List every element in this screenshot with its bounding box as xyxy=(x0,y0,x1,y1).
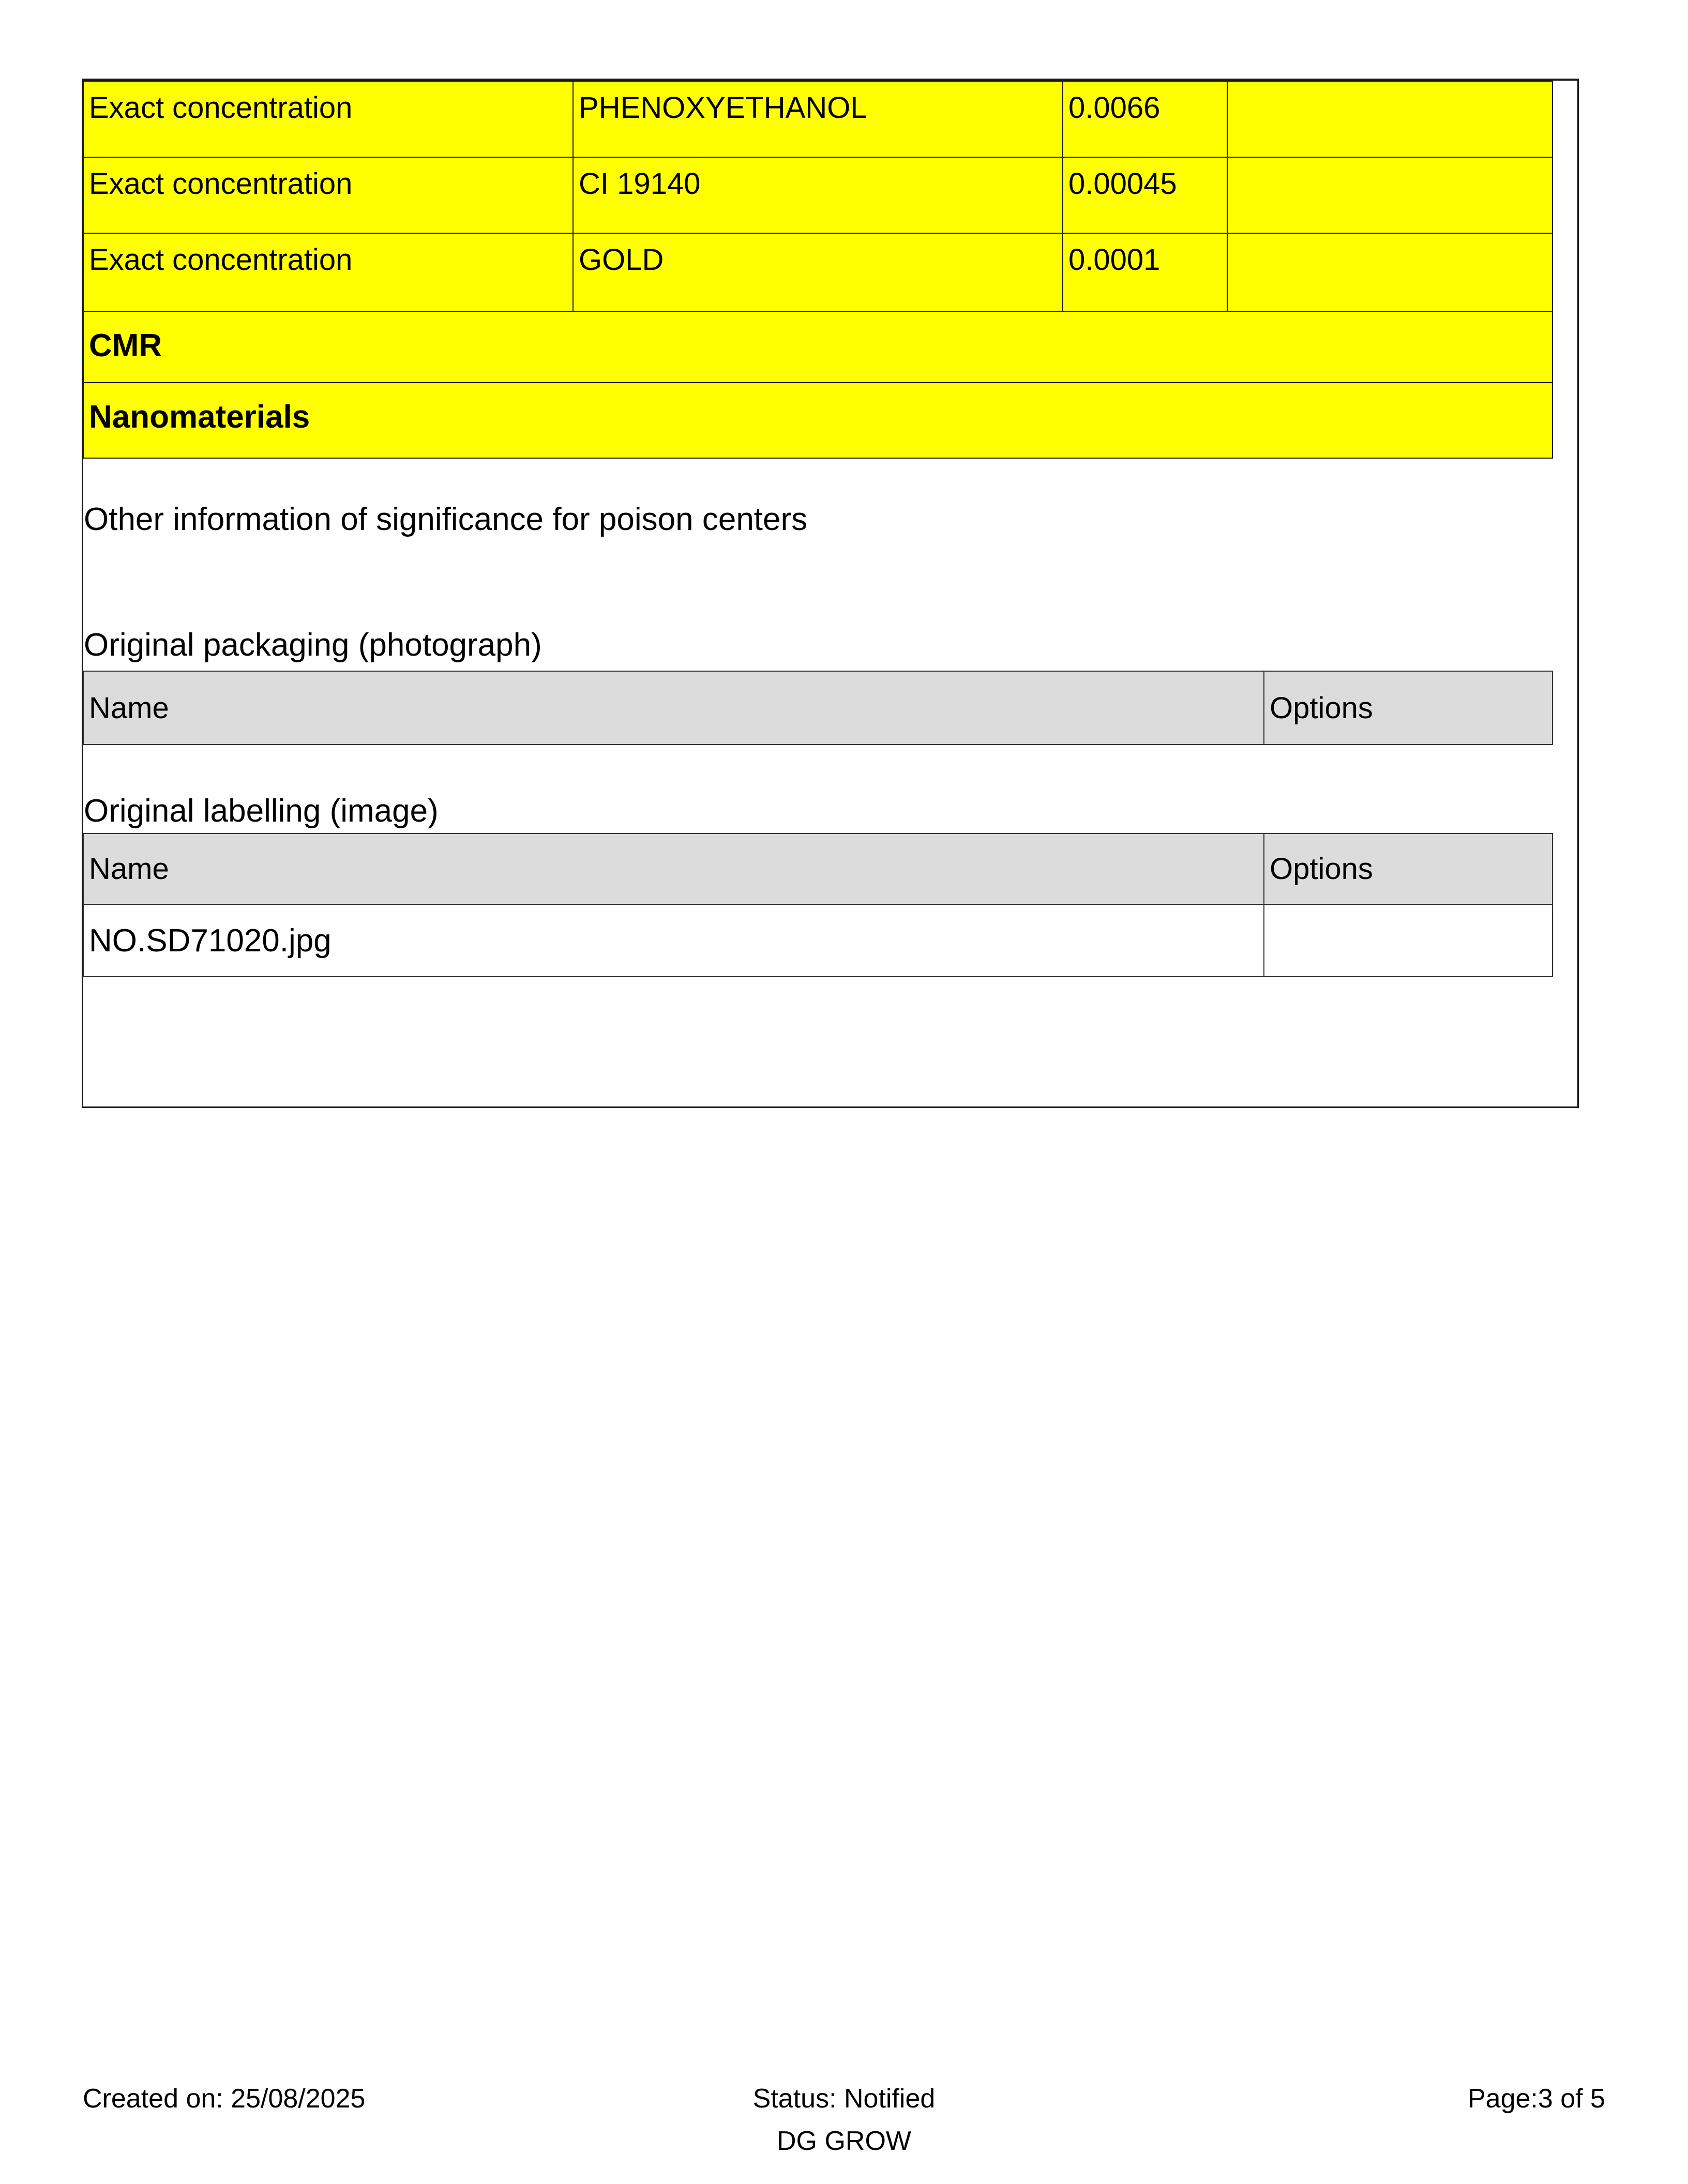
table-row xyxy=(83,81,1553,157)
cell-ingredient-name: GOLD xyxy=(573,233,1063,311)
table-row-nanomaterials xyxy=(83,383,1553,458)
column-header-options: Options xyxy=(1264,671,1553,745)
other-information-heading: Other information of significance for poison centers xyxy=(84,502,808,537)
original-packaging-heading: Original packaging (photograph) xyxy=(84,627,542,663)
column-header-options: Options xyxy=(1264,833,1553,904)
column-header-name: Name xyxy=(83,833,1264,904)
ingredients-table xyxy=(83,81,1553,459)
cell-empty xyxy=(1227,233,1553,311)
cell-concentration-value: 0.00045 xyxy=(1063,157,1227,233)
cell-concentration-label: Exact concentration xyxy=(83,233,573,311)
footer-created-on: Created on: 25/08/2025 xyxy=(83,2084,366,2114)
footer-agency: DG GROW xyxy=(777,2126,911,2156)
cell-concentration-label: Exact concentration xyxy=(83,81,573,157)
table-row-cmr xyxy=(83,311,1553,383)
cell-ingredient-name: CI 19140 xyxy=(573,157,1063,233)
cell-concentration-label: Exact concentration xyxy=(83,157,573,233)
column-header-name: Name xyxy=(83,671,1264,745)
cell-file-name: NO.SD71020.jpg xyxy=(83,904,1264,977)
cell-empty xyxy=(1227,157,1553,233)
footer-page-number: Page:3 of 5 xyxy=(1467,2084,1605,2114)
table-row-file xyxy=(83,904,1553,977)
packaging-table xyxy=(83,671,1553,745)
original-labelling-heading: Original labelling (image) xyxy=(84,793,439,829)
cell-empty xyxy=(1227,81,1553,157)
labelling-table xyxy=(83,833,1553,977)
cell-cmr-section: CMR xyxy=(83,311,1553,383)
footer-status: Status: Notified xyxy=(752,2084,936,2114)
cell-file-options xyxy=(1264,904,1553,977)
footer-line-1 xyxy=(83,2084,1605,2115)
cell-concentration-value: 0.0066 xyxy=(1063,81,1227,157)
table-row xyxy=(83,157,1553,233)
table-header-row xyxy=(83,671,1553,745)
cell-ingredient-name: PHENOXYETHANOL xyxy=(573,81,1063,157)
table-header-row xyxy=(83,833,1553,904)
table-row xyxy=(83,233,1553,311)
cell-concentration-value: 0.0001 xyxy=(1063,233,1227,311)
footer-line-2 xyxy=(83,2126,1605,2157)
cell-nanomaterials-section: Nanomaterials xyxy=(83,383,1553,458)
